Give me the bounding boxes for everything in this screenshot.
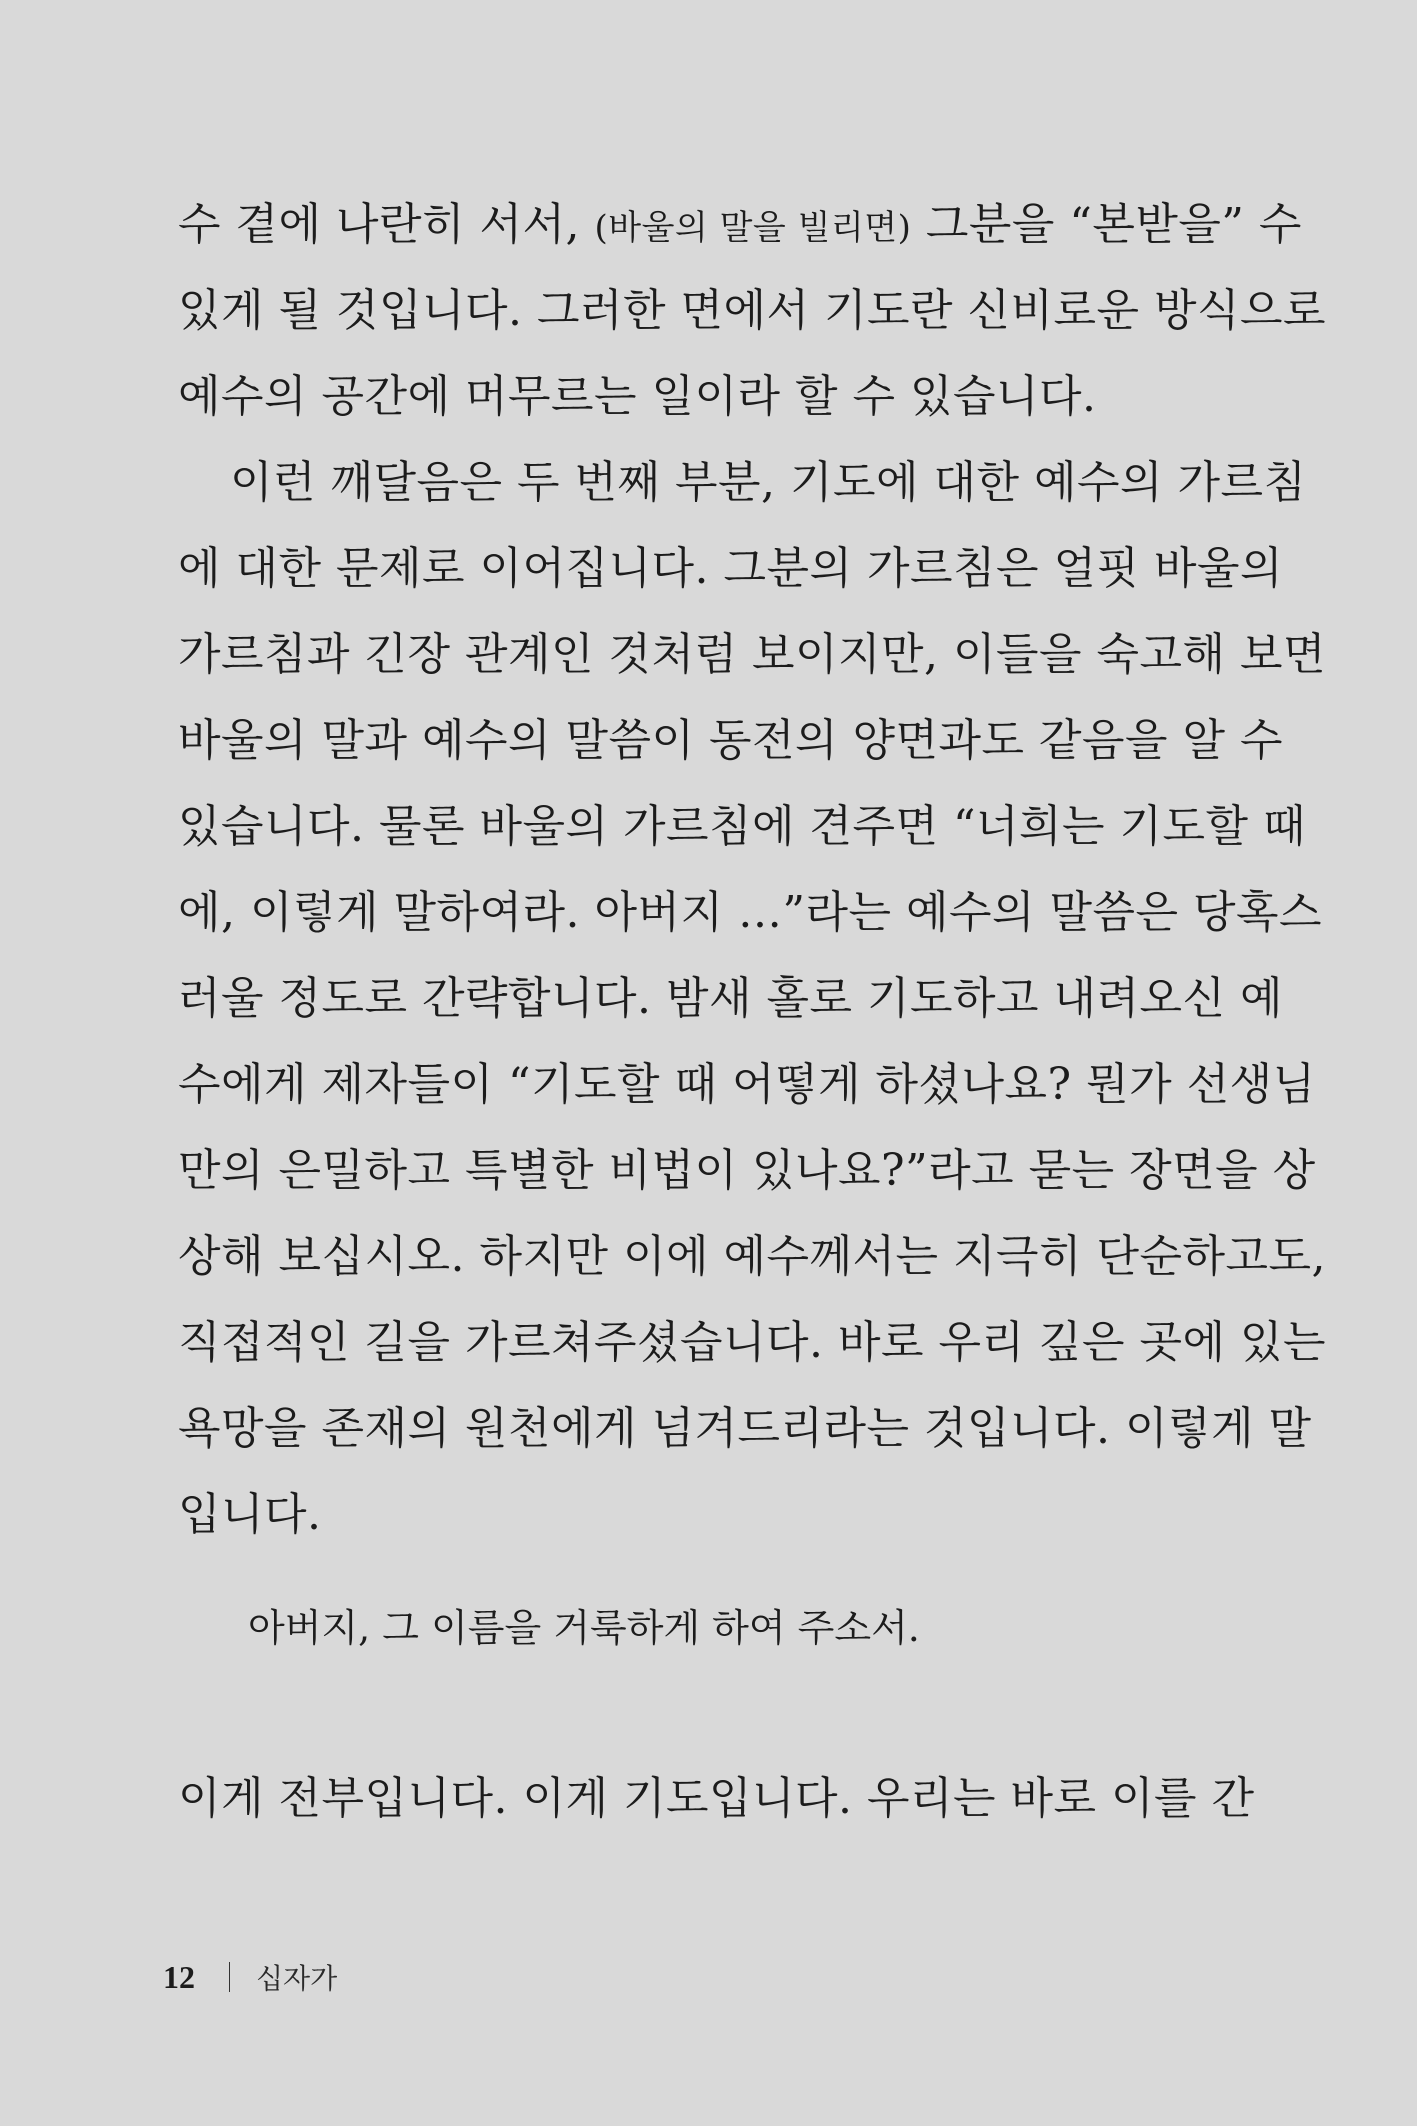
text-line: 이게 전부입니다. 이게 기도입니다. 우리는 바로 이를 간 — [178, 1773, 1255, 1824]
text-line: 상해 보십시오. 하지만 이에 예수께서는 지극히 단순하고도, — [178, 1231, 1326, 1282]
running-title: 십자가 — [256, 1962, 338, 1995]
text-line: 예수의 공간에 머무르는 일이라 할 수 있습니다. — [178, 371, 1097, 422]
text-line — [178, 182, 1302, 268]
page-number: 12 — [163, 1958, 195, 1995]
text-line: 있게 될 것입니다. 그러한 면에서 기도란 신비로운 방식으로 — [178, 285, 1326, 336]
text-line: 바울의 말과 예수의 말씀이 동전의 양면과도 같음을 알 수 — [178, 715, 1283, 766]
text-line: 수에게 제자들이 “기도할 때 어떻게 하셨나요? 뭔가 선생님 — [178, 1059, 1316, 1110]
text-line: 욕망을 존재의 원천에게 넘겨드리라는 것입니다. 이렇게 말 — [178, 1403, 1312, 1454]
text-line: 만의 은밀하고 특별한 비법이 있나요?”라고 묻는 장면을 상 — [178, 1145, 1316, 1196]
text-segment: 그분을 “본받을” 수 — [911, 199, 1302, 250]
text-line: 있습니다. 물론 바울의 가르침에 견주면 “너희는 기도할 때 — [178, 801, 1306, 852]
footer-divider — [229, 1962, 230, 1992]
text-line: 입니다. — [178, 1489, 322, 1540]
text-line: 에 대한 문제로 이어집니다. 그분의 가르침은 얼핏 바울의 — [178, 543, 1283, 594]
text-line: 가르침과 긴장 관계인 것처럼 보이지만, 이들을 숙고해 보면 — [178, 629, 1326, 680]
text-line: 직접적인 길을 가르쳐주셨습니다. 바로 우리 깊은 곳에 있는 — [178, 1317, 1326, 1368]
body-text — [178, 182, 1326, 1558]
text-line: 에, 이렇게 말하여라. 아버지 …”라는 예수의 말씀은 당혹스 — [178, 887, 1322, 938]
parenthetical-note: (바울의 말을 빌리면) — [594, 208, 912, 248]
text-segment: 수 곁에 나란히 서서, — [178, 199, 595, 250]
block-quote: 아버지, 그 이름을 거룩하게 하여 주소서. — [248, 1606, 920, 1650]
page-footer — [163, 1952, 337, 2002]
text-line: 러울 정도로 간략합니다. 밤새 홀로 기도하고 내려오신 예 — [178, 973, 1283, 1024]
text-line: 이런 깨달음은 두 번째 부분, 기도에 대한 예수의 가르침 — [230, 457, 1307, 508]
